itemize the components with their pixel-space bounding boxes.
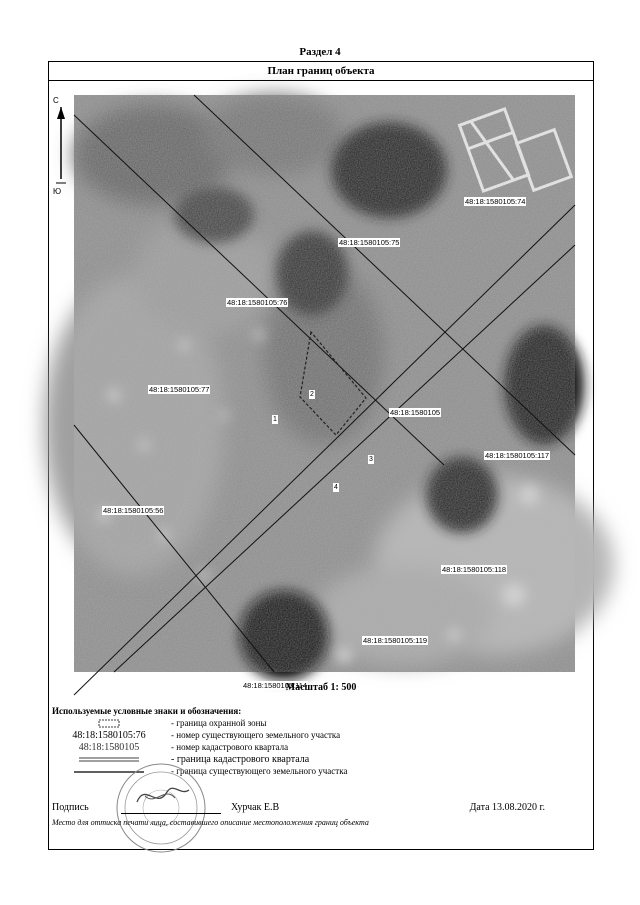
signature-label: Подпись (52, 802, 89, 813)
legend-symbol-parcel-number: 48:18:1580105:76 (72, 730, 146, 741)
legend-text: - номер существующего земельного участка (171, 730, 341, 740)
legend-text: - номер кадастрового квартала (171, 742, 289, 752)
legend-title: Используемые условные знаки и обозначения: (52, 706, 242, 716)
quarter-label: 48:18:1580105 (390, 408, 441, 417)
parcel-label: 48:18:1580105:56 (103, 506, 164, 515)
legend-symbol-protection-zone (49, 718, 169, 729)
map-scale: Масштаб 1: 500 (285, 682, 357, 693)
dashed-rect-icon (98, 719, 120, 728)
legend-row (49, 718, 593, 730)
signature-row (49, 802, 593, 816)
signer-name: Хурчак Е.В (231, 802, 280, 813)
parcel-label: 48:18:1580105:77 (149, 385, 210, 394)
parcel-label: 48:18:1580105:76 (227, 298, 288, 307)
parcel-label: 48:18:1580105:74 (465, 197, 526, 206)
section-title: Раздел 4 (299, 46, 341, 58)
legend-row (49, 742, 593, 754)
legend-text: - граница кадастрового квартала (171, 754, 310, 765)
legend-text: - граница охранной зоны (171, 718, 267, 728)
compass-south-label: Ю (53, 187, 62, 196)
parcel-label: 48:18:1580105:117 (485, 451, 550, 460)
parcel-label: 48:18:1580105:114 (243, 681, 308, 690)
boundary-point: 3 (369, 456, 373, 463)
boundary-point: 4 (334, 484, 338, 491)
legend-text: - граница существующего земельного участка (171, 766, 348, 776)
signature-date: Дата 13.08.2020 г. (469, 802, 545, 813)
stamp-note: Место для оттиска печати лица, составившего описание местоположения границ объекта (52, 818, 369, 827)
legend-row (49, 730, 593, 742)
boundary-point: 2 (310, 391, 314, 398)
parcel-label: 48:18:1580105:75 (339, 238, 400, 247)
document-frame (48, 61, 594, 850)
compass (52, 95, 70, 205)
legend-symbol-quarter-number: 48:18:1580105 (78, 742, 140, 753)
parcel-label: 48:18:1580105:119 (363, 636, 428, 645)
compass-north-label: С (53, 96, 59, 105)
signature-line (121, 813, 221, 814)
boundary-point: 1 (273, 416, 277, 423)
plan-header: План границ объекта (49, 62, 593, 81)
aerial-photo (74, 95, 575, 672)
parcel-label: 48:18:1580105:118 (442, 565, 507, 574)
